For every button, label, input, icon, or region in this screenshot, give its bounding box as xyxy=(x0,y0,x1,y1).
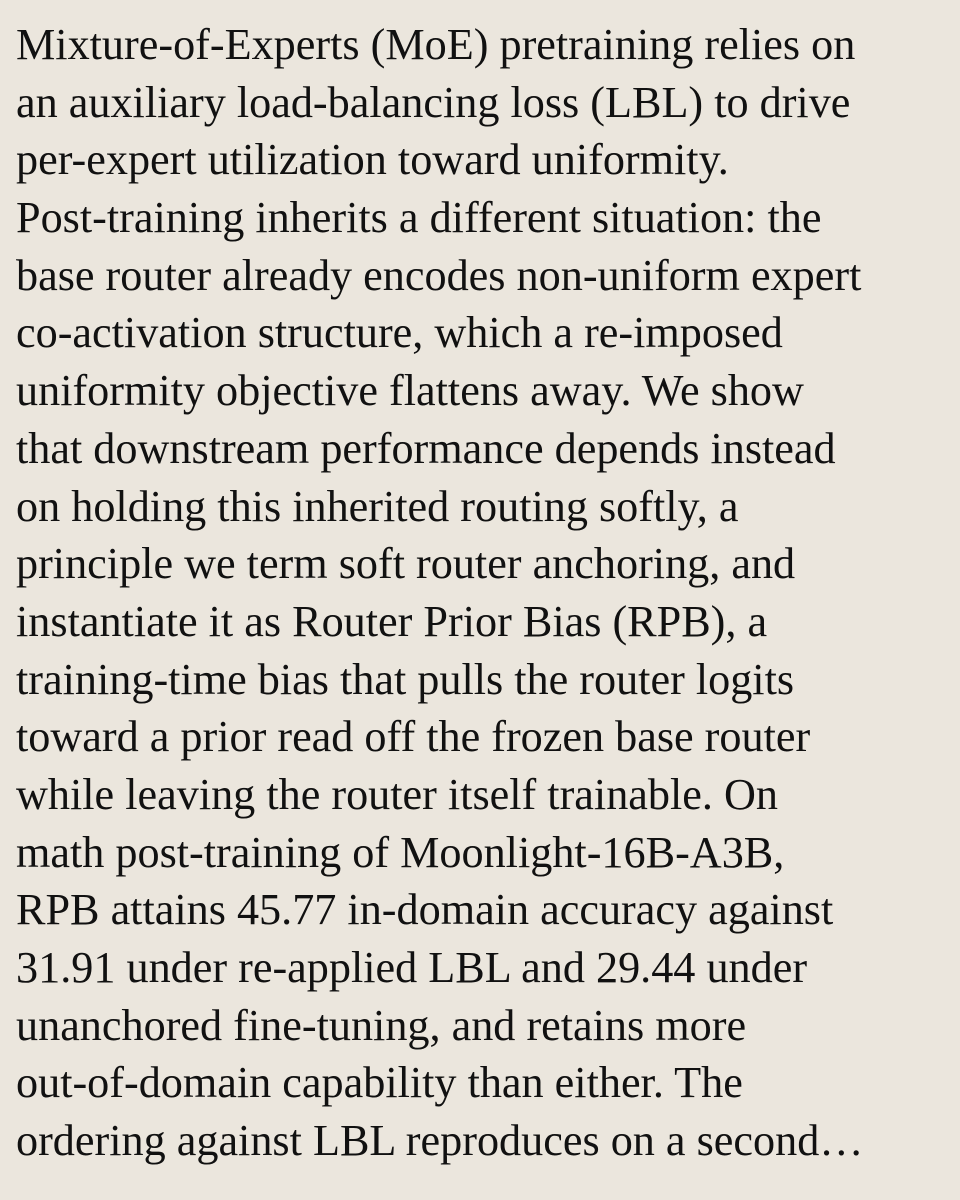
abstract-line: 31.91 under re-applied LBL and 29.44 under xyxy=(16,943,808,992)
abstract-line: out-of-domain capability than either. The xyxy=(16,1058,743,1108)
abstract-line: on holding this inherited routing softly, a xyxy=(16,481,739,531)
abstract-line: an auxiliary load-balancing loss (LBL) to drive xyxy=(16,77,851,127)
abstract-line: RPB attains 45.77 in-domain accuracy against xyxy=(16,885,834,935)
abstract-line: that downstream performance depends instead xyxy=(16,423,836,473)
abstract-text xyxy=(16,16,960,1170)
abstract-line: ordering against LBL reproduces on a second… xyxy=(16,1116,864,1166)
abstract-line: unanchored fine-tuning, and retains more xyxy=(16,1000,747,1050)
abstract-line: training-time bias that pulls the router logits xyxy=(16,654,795,704)
abstract-line: instantiate it as Router Prior Bias (RPB), a xyxy=(16,596,768,646)
abstract-line: base router already encodes non-uniform expert xyxy=(16,250,862,300)
abstract-line: while leaving the router itself trainable. On xyxy=(16,769,778,819)
abstract-line: Mixture-of-Experts (MoE) pretraining relies on xyxy=(16,20,856,69)
abstract-line: math post-training of Moonlight-16B-A3B, xyxy=(16,827,785,877)
abstract-line: toward a prior read off the frozen base router xyxy=(16,712,811,762)
abstract-line: principle we term soft router anchoring, and xyxy=(16,539,796,589)
abstract-line: Post-training inherits a different situation: the xyxy=(16,193,822,243)
abstract-line: per-expert utilization toward uniformity. xyxy=(16,135,729,185)
abstract-line: uniformity objective flattens away. We show xyxy=(16,366,804,416)
abstract-line: co-activation structure, which a re-imposed xyxy=(16,308,783,358)
